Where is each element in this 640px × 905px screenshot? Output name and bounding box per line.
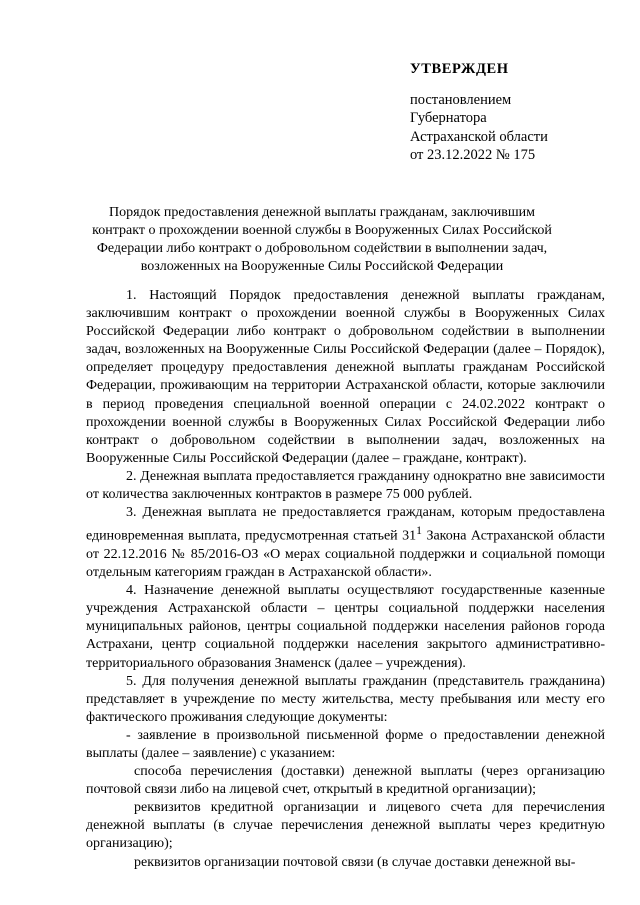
approval-line: постановлением (410, 91, 512, 108)
paragraph-5: 5. Для получения денежной выплаты гражданин (представитель гражданина) представляет в учреждение по месту жительства, месту пребывания или месту его фактического проживания следующие документы: (86, 673, 605, 725)
document-body (86, 287, 605, 872)
approval-date-number: от 23.12.2022 № 175 (410, 147, 536, 163)
paragraph-3-part-2: Закона Астраханской области от 22.12.2016 № 85/2016-ОЗ «О мерах социальной поддержки и социальной помощи отдельным категориям граждан в Астраханской области». (86, 528, 605, 581)
paragraph-1: 1. Настоящий Порядок предоставления денежной выплаты гражданам, заключившим контракт о прохождении военной службы в Вооруженных Силах Российской Федерации либо контракт о добровольном содействии в выполнении задач, возложенных на Вооруженные Силы Российской Федерации (далее – Порядок), определяет процедуру предоставления денежной выплаты гражданам Российской Федерации, проживающим на территории Астраханской области, которые заключили в период проведения специальной военной операции с 24.02.2022 контракт о прохождении военной службы в Вооруженных Силах Российской Федерации либо контракт о добровольном содействии в выполнении задач, возложенных на Вооруженные Силы Российской Федерации (далее – граждане, контракт). (86, 288, 605, 466)
approval-stamp (410, 60, 548, 165)
list-item-application: - заявление в произвольной письменной форме о предоставлении денежной выплаты (далее – заявление) с указанием: (86, 727, 605, 761)
paragraph-3-part-1: 3. Денежная выплата не предоставляется гражданам, которым предоставлена единовременная выплата, предусмотренная статьей 31 (86, 505, 605, 544)
paragraph-2: 2. Денежная выплата предоставляется гражданину однократно вне зависимости от количества заключенных контрактов в размере 75 000 рублей. (86, 468, 605, 503)
superscript-index: 1 (416, 524, 422, 538)
approval-line: Астраханской области (410, 128, 548, 145)
list-subitem-delivery-method: способа перечисления (доставки) денежной выплаты (через организацию почтовой связи либо на лицевой счет, открытый в кредитной организации); (86, 764, 605, 798)
paragraph-3 (86, 504, 605, 582)
document-title: Порядок предоставления денежной выплаты гражданам, заключившим контракт о прохождении военной службы в Вооруженных Силах Российской Федерации либо контракт о добровольном содействии в выполнении задач, возложенных на Вооруженные Силы Российской Федерации (92, 205, 552, 274)
paragraph-4: 4. Назначение денежной выплаты осуществляют государственные казенные учреждения Астраханской области – центры социальной поддержки населения муниципальных районов, центры социальной поддержки населения районов города Астрахани, центр социальной поддержки населения закрытого административно-территориального образования Знаменск (далее – учреждения). (86, 583, 605, 671)
list-subitem-bank-details: реквизитов кредитной организации и лицевого счета для перечисления денежной выплаты (в случае перечисления денежной выплаты через кредитную организацию); (86, 800, 605, 852)
approval-title: УТВЕРЖДЕН (410, 61, 509, 77)
approval-line: Губернатора (410, 110, 487, 126)
list-subitem-postal-details: реквизитов организации почтовой связи (в случае доставки денежной вы- (134, 854, 576, 870)
